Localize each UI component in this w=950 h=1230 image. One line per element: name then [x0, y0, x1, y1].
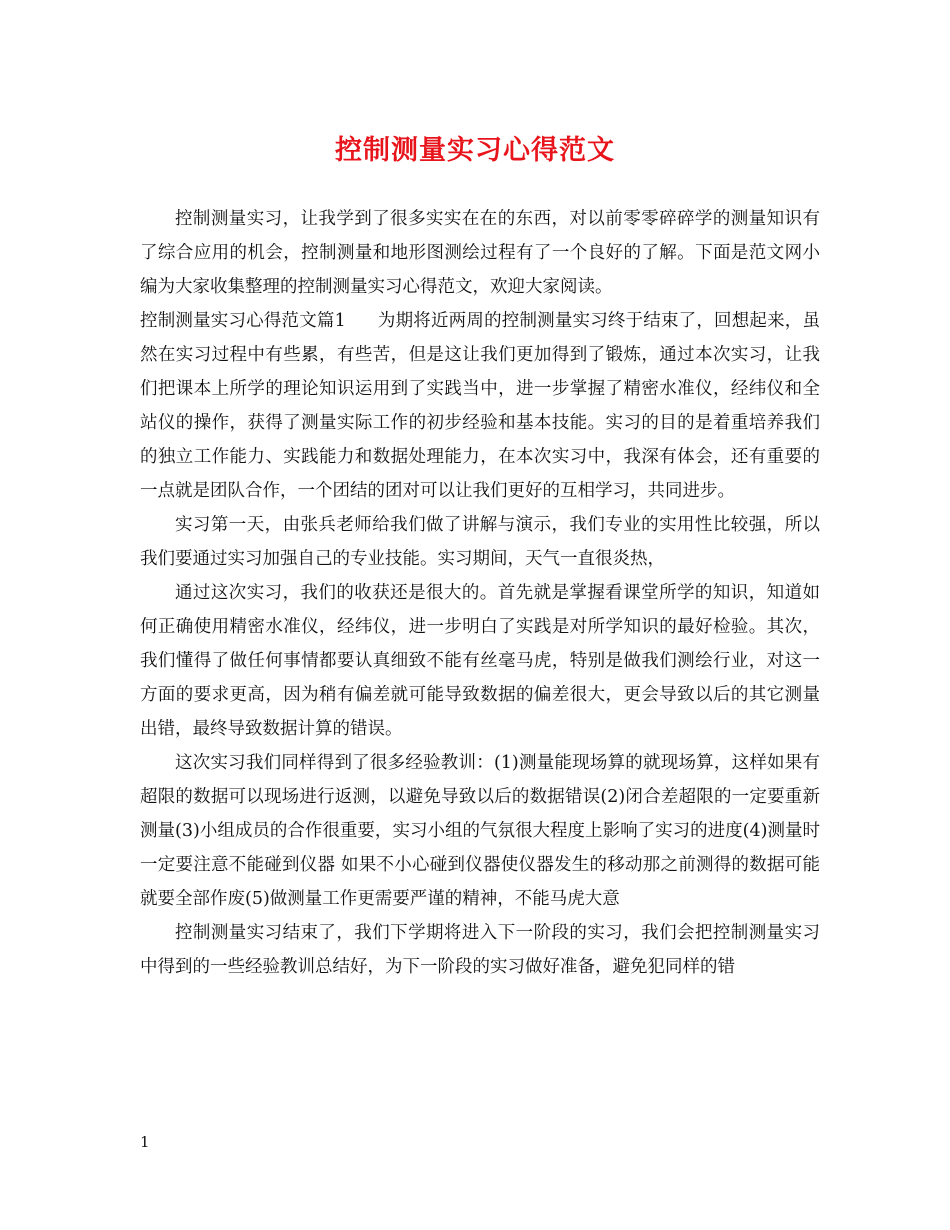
body-paragraph: 控制测量实习结束了，我们下学期将进入下一阶段的实习，我们会把控制测量实习中得到的一些经验教训总结好，为下一阶段的实习做好准备，避免犯同样的错 — [140, 923, 820, 977]
document-title: 控制测量实习心得范文 — [335, 135, 615, 166]
document-body — [140, 202, 820, 984]
body-paragraph: 通过这次实习，我们的收获还是很大的。首先就是掌握看课堂所学的知识，知道如何正确使用精密水准仪，经纬仪，进一步明白了实践是对所学知识的最好检验。其次，我们懂得了做任何事情都要认真细致不能有丝毫马虎，特别是做我们测绘行业，对这一方面的要求更高，因为稍有偏差就可能导致数据的偏差很大，更会导致以后的其它测量出错，最终导致数据计算的错误。 — [140, 583, 820, 739]
body-paragraph: 这次实习我们同样得到了很多经验教训：(1)测量能现场算的就现场算，这样如果有超限的数据可以现场进行返测，以避免导致以后的数据错误(2)闭合差超限的一定要重新测量(3)小组成员的合作很重要，实习小组的气氛很大程度上影响了实习的进度(4)测量时一定要注意不能碰到仪器 如果不小心碰到仪器使仪器发生的移动那之前测得的数据可能就要全部作废(5)做测量工作更需要严谨的精神，不能马虎大意 — [140, 753, 820, 909]
section-heading: 控制测量实习心得范文篇1 — [140, 311, 346, 331]
body-paragraph: 实习第一天，由张兵老师给我们做了讲解与演示，我们专业的实用性比较强，所以我们要通过实习加强自己的专业技能。实习期间，天气一直很炎热， — [140, 515, 820, 569]
page-number: 1 — [140, 1133, 150, 1151]
section-first-paragraph: 为期将近两周的控制测量实习终于结束了，回想起来，虽然在实习过程中有些累，有些苦，但是这让我们更加得到了锻炼，通过本次实习，让我们把课本上所学的理论知识运用到了实践当中，进一步掌握了精密水准仪，经纬仪和全站仪的操作，获得了测量实际工作的初步经验和基本技能。实习的目的是着重培养我们的独立工作能力、实践能力和数据处理能力，在本次实习中，我深有体会，还有重要的一点就是团队合作，一个团结的团对可以让我们更好的互相学习，共同进步。 — [140, 311, 820, 501]
section-paragraph — [140, 304, 820, 508]
intro-paragraph: 控制测量实习，让我学到了很多实实在在的东西，对以前零零碎碎学的测量知识有了综合应用的机会，控制测量和地形图测绘过程有了一个良好的了解。下面是范文网小编为大家收集整理的控制测量实习心得范文，欢迎大家阅读。 — [140, 209, 820, 297]
